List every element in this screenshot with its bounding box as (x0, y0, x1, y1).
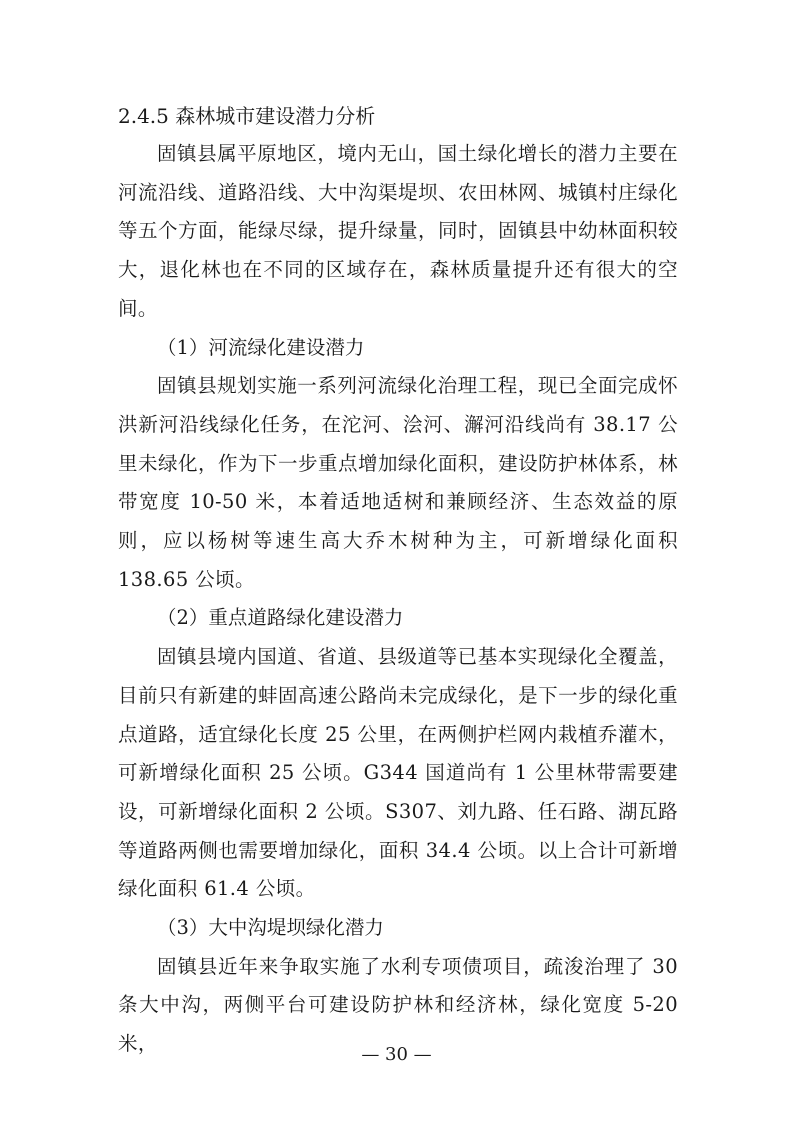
subsection-heading-road: （2）重点道路绿化建设潜力 (157, 606, 404, 630)
subsection-body-road: 固镇县境内国道、省道、县级道等已基本实现绿化全覆盖，目前只有新建的蚌固高速公路尚未完成绿化，是下一步的绿化重点道路，适宜绿化长度 25 公里，在两侧护栏网内栽植乔灌木，可新增绿化面积 25 公顷。G344 国道尚有 1 公里林带需要建设，可新增绿化面积 2 公顷。S307、刘九路、任石路、湖瓦路等道路两侧也需要增加绿化，面积 34.4 公顷。以上合计可新增绿化面积 61.4 公顷。 (118, 645, 678, 901)
subsection-heading-ditch: （3）大中沟堤坝绿化潜力 (157, 916, 384, 940)
subsection-heading-river: （1）河流绿化建设潜力 (157, 335, 365, 359)
section-intro-paragraph: 固镇县属平原地区，境内无山，国土绿化增长的潜力主要在河流沿线、道路沿线、大中沟渠堤坝、农田林网、城镇村庄绿化等五个方面，能绿尽绿，提升绿量，同时，固镇县中幼林面积较大，退化林也在不同的区域存在，森林质量提升还有很大的空间。 (118, 142, 678, 320)
subsection-body-river: 固镇县规划实施一系列河流绿化治理工程，现已全面完成怀洪新河沿线绿化任务，在沱河、浍河、澥河沿线尚有 38.17 公里未绿化，作为下一步重点增加绿化面积，建设防护林体系，林带宽度 10-50 米，本着适地适树和兼顾经济、生态效益的原则，应以杨树等速生高大乔木树种为主，可新增绿化面积 138.65 公顷。 (118, 374, 678, 591)
subsection-body-ditch: 固镇县近年来争取实施了水利专项债项目，疏浚治理了 30 条大中沟，两侧平台可建设防护林和经济林，绿化宽度 5-20 米， (118, 954, 678, 1056)
page-number: — 30 — (361, 1044, 432, 1065)
page-content (118, 97, 678, 1064)
section-heading: 2.4.5 森林城市建设潜力分析 (118, 104, 376, 128)
